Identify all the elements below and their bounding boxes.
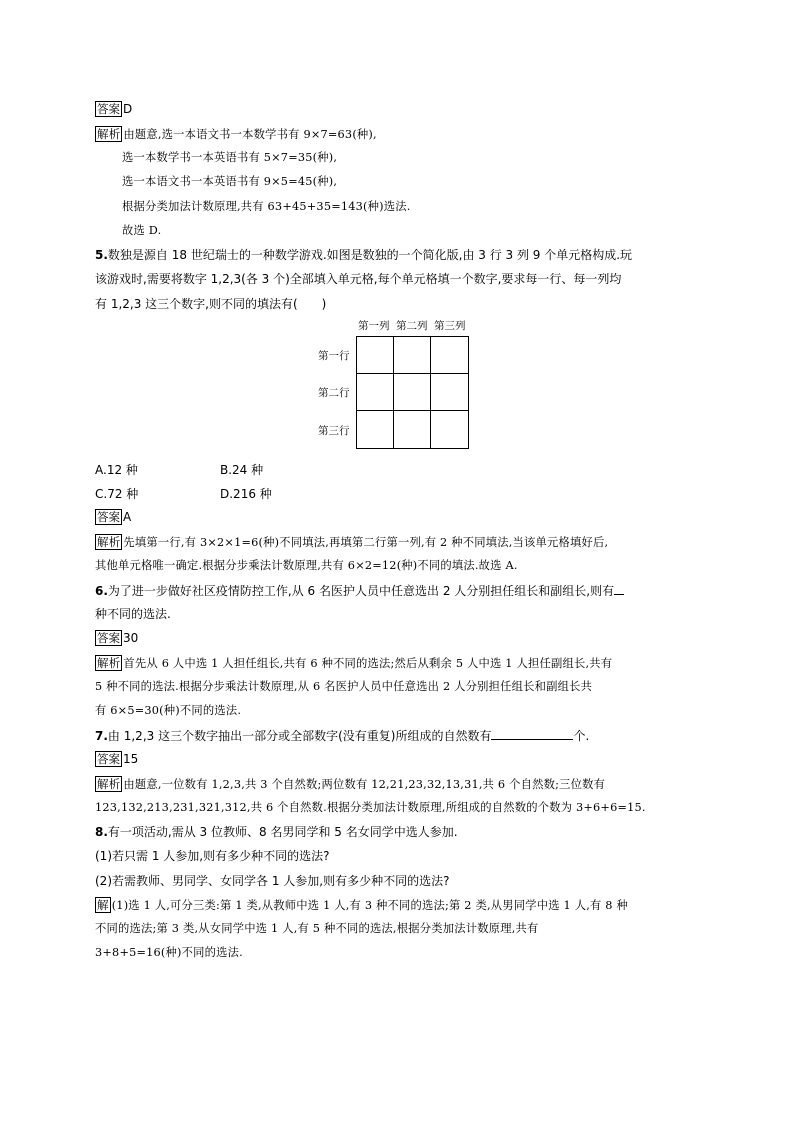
grid-cell	[357, 374, 394, 411]
analysis-tag: 解析	[97, 127, 121, 141]
q6-analysis-line-3: 有 6×5=30(种)不同的选法.	[95, 704, 242, 717]
q8-stem-text: 有一项活动,需从 3 位教师、8 名男同学和 5 名女同学中选人参加.	[107, 825, 458, 839]
q7-answer-line	[95, 751, 138, 767]
q5-analysis-line-1	[95, 534, 608, 551]
q4-analysis-line-1	[95, 126, 377, 143]
q4-analysis-line-3: 选一本语文书一本英语书有 9×5=45(种),	[122, 175, 338, 188]
sudoku-grid	[356, 336, 469, 449]
q4-analysis-line-5: 故选 D.	[122, 224, 162, 237]
row-header-2: 第二行	[318, 387, 350, 399]
q6-stem-text-a: 为了进一步做好社区疫情防控工作,从 6 名医护人员中任意选出 2 人分别担任组长和副组长,则有	[107, 584, 615, 598]
q8-sub-question-1: (1)若只需 1 人参加,则有多少种不同的选法?	[95, 849, 330, 863]
answer-tag: 答案	[97, 631, 120, 645]
q4-analysis-text-1: 由题意,选一本语文书一本数学书有 9×7=63(种),	[123, 128, 377, 141]
grid-cell	[431, 411, 468, 448]
q8-solution-line-3: 3+8+5=16(种)不同的选法.	[95, 946, 243, 959]
q5-number: 5.	[95, 248, 108, 262]
q4-answer-line	[95, 101, 132, 117]
grid-cell	[357, 337, 394, 374]
q6-stem-line-1	[95, 582, 624, 599]
q6-answer: 30	[123, 631, 139, 645]
q7-analysis-line-2: 123,132,213,231,321,312,共 6 个自然数.根据分类加法计数原理,所组成的自然数的个数为 3+6+6=15.	[95, 801, 646, 814]
q5-stem-line-3: 有 1,2,3 这三个数字,则不同的填法有( )	[95, 297, 327, 311]
q8-sub-question-2: (2)若需教师、男同学、女同学各 1 人参加,则有多少种不同的选法?	[95, 874, 450, 888]
grid-cell	[394, 337, 431, 374]
q7-stem-text-a: 由 1,2,3 这三个数字抽出一部分或全部数字(没有重复)所组成的自然数有	[107, 729, 492, 743]
grid-cell	[431, 337, 468, 374]
solution-tag: 解	[97, 898, 109, 912]
option-a: A.12 种	[95, 463, 138, 477]
q5-stem-line-2: 该游戏时,需要将数字 1,2,3(各 3 个)全部填入单元格,每个单元格填一个数字,要求每一行、每一列均	[95, 272, 622, 286]
q7-stem-line	[95, 727, 589, 744]
analysis-tag: 解析	[97, 656, 121, 670]
q4-answer: D	[123, 102, 133, 116]
analysis-tag: 解析	[97, 535, 121, 549]
q8-stem-line	[95, 824, 458, 840]
answer-tag: 答案	[97, 752, 120, 766]
q8-solution-line-2: 不同的选法;第 3 类,从女同学中选 1 人,有 5 种不同的选法,根据分类加法计数原理,共有	[95, 922, 539, 935]
col-header-2: 第二列	[396, 320, 428, 332]
option-d: D.216 种	[220, 487, 272, 501]
q6-stem-line-2: 种不同的选法.	[95, 607, 171, 621]
q8-solution-text-1: (1)选 1 人,可分三类:第 1 类,从教师中选 1 人,有 3 种不同的选法;第 2 类,从男同学中选 1 人,有 8 种	[111, 899, 628, 912]
answer-blank	[491, 727, 573, 740]
q5-analysis-line-2: 其他单元格唯一确定.根据分步乘法计数原理,共有 6×2=12(种)不同的填法.故选 A.	[95, 559, 518, 572]
analysis-tag: 解析	[97, 777, 121, 791]
q5-answer-line	[95, 509, 131, 525]
q4-analysis-line-4: 根据分类加法计数原理,共有 63+45+35=143(种)选法.	[122, 200, 411, 213]
row-header-3: 第三行	[318, 425, 350, 437]
q7-number: 7.	[95, 729, 108, 743]
q7-stem-text-b: 个.	[573, 729, 590, 743]
q6-analysis-line-1	[95, 655, 612, 672]
q6-number: 6.	[95, 584, 108, 598]
q7-analysis-line-1	[95, 776, 605, 793]
q6-answer-line	[95, 630, 138, 646]
q8-number: 8.	[95, 825, 108, 839]
option-c: C.72 种	[95, 487, 139, 501]
q6-analysis-text-1: 首先从 6 人中选 1 人担任组长,共有 6 种不同的选法;然后从剩余 5 人中选 1 人担任副组长,共有	[123, 657, 613, 670]
q6-analysis-line-2: 5 种不同的选法.根据分步乘法计数原理,从 6 名医护人员中任意选出 2 人分别担任组长和副组长共	[95, 680, 593, 693]
sudoku-figure	[318, 318, 478, 454]
option-b: B.24 种	[220, 463, 264, 477]
answer-tag: 答案	[97, 510, 120, 524]
answer-blank	[614, 582, 624, 595]
q5-answer: A	[123, 510, 132, 524]
grid-cell	[394, 411, 431, 448]
q5-stem-text-1: 数独是源自 18 世纪瑞士的一种数学游戏.如图是数独的一个简化版,由 3 行 3 列 9 个单元格构成.玩	[107, 248, 633, 262]
q8-solution-line-1	[95, 897, 628, 914]
grid-cell	[431, 374, 468, 411]
q7-answer: 15	[123, 752, 139, 766]
col-header-3: 第三列	[434, 320, 466, 332]
q5-analysis-text-1: 先填第一行,有 3×2×1=6(种)不同填法,再填第二行第一列,有 2 种不同填法,当该单元格填好后,	[123, 536, 609, 549]
grid-cell	[357, 411, 394, 448]
q4-analysis-line-2: 选一本数学书一本英语书有 5×7=35(种),	[122, 151, 338, 164]
grid-cell	[394, 374, 431, 411]
q5-stem-line-1	[95, 247, 632, 263]
col-header-1: 第一列	[358, 320, 390, 332]
q7-analysis-text-1: 由题意,一位数有 1,2,3,共 3 个自然数;两位数有 12,21,23,32,13,31,共 6 个自然数;三位数有	[123, 778, 606, 791]
answer-tag: 答案	[97, 102, 120, 116]
row-header-1: 第一行	[318, 350, 350, 362]
